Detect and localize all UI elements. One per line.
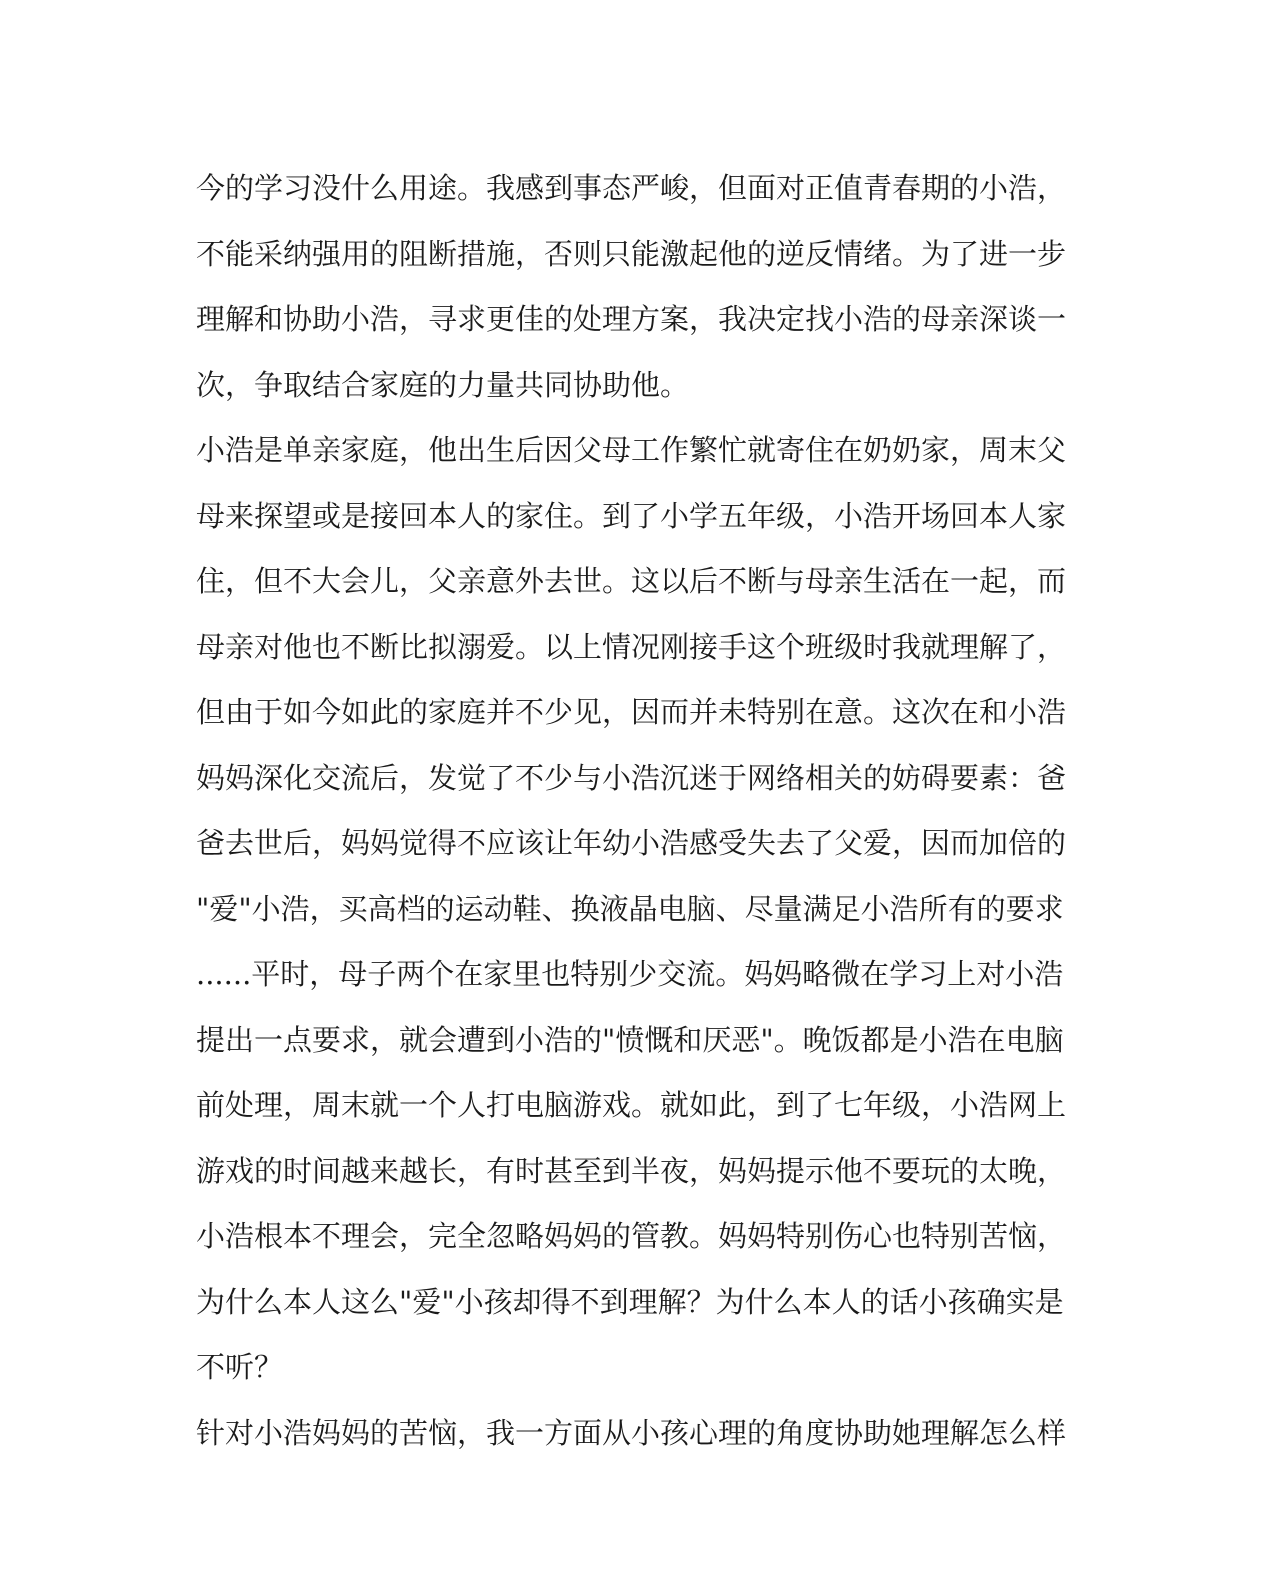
text-line: 提出一点要求，就会遭到小浩的"愤慨和厌恶"。晚饭都是小浩在电脑 bbox=[196, 1022, 1064, 1057]
text-line: 今的学习没什么用途。我感到事态严峻，但面对正值青春期的小浩， bbox=[196, 171, 1067, 205]
text-line: 前处理，周末就一个人打电脑游戏。就如此，到了七年级，小浩网上 bbox=[196, 1088, 1067, 1122]
text-line: 住，但不大会儿，父亲意外去世。这以后不断与母亲生活在一起，而 bbox=[196, 564, 1067, 598]
text-line: ......平时，母子两个在家里也特别少交流。妈妈略微在学习上对小浩 bbox=[196, 957, 1064, 991]
text-line: 母来探望或是接回本人的家住。到了小学五年级，小浩开场回本人家 bbox=[196, 498, 1067, 533]
body-text bbox=[196, 156, 1067, 1466]
text-line: 次，争取结合家庭的力量共同协助他。 bbox=[196, 367, 690, 402]
text-line: 小浩根本不理会，完全忽略妈妈的管教。妈妈特别伤心也特别苦恼， bbox=[196, 1219, 1067, 1253]
text-line: 但由于如今如此的家庭并不少见，因而并未特别在意。这次在和小浩 bbox=[196, 695, 1067, 729]
text-line: 爸去世后，妈妈觉得不应该让年幼小浩感受失去了父爱，因而加倍的 bbox=[196, 826, 1067, 860]
text-line: 游戏的时间越来越长，有时甚至到半夜，妈妈提示他不要玩的太晚， bbox=[196, 1153, 1067, 1188]
text-line: 理解和协助小浩，寻求更佳的处理方案，我决定找小浩的母亲深谈一 bbox=[196, 302, 1067, 336]
text-line: 针对小浩妈妈的苦恼，我一方面从小孩心理的角度协助她理解怎么样 bbox=[196, 1415, 1067, 1450]
text-line: 母亲对他也不断比拟溺爱。以上情况刚接手这个班级时我就理解了， bbox=[196, 629, 1067, 664]
text-line: 小浩是单亲家庭，他出生后因父母工作繁忙就寄住在奶奶家，周末父 bbox=[196, 433, 1067, 467]
text-line: 为什么本人这么"爱"小孩却得不到理解？为什么本人的话小孩确实是 bbox=[196, 1284, 1064, 1319]
text-line: "爱"小浩，买高档的运动鞋、换液晶电脑、尽量满足小浩所有的要求 bbox=[196, 891, 1064, 926]
text-line: 妈妈深化交流后，发觉了不少与小浩沉迷于网络相关的妨碍要素：爸 bbox=[196, 760, 1067, 795]
text-line: 不能采纳强用的阻断措施，否则只能激起他的逆反情绪。为了进一步 bbox=[196, 236, 1067, 271]
text-line: 不听？ bbox=[196, 1350, 284, 1384]
